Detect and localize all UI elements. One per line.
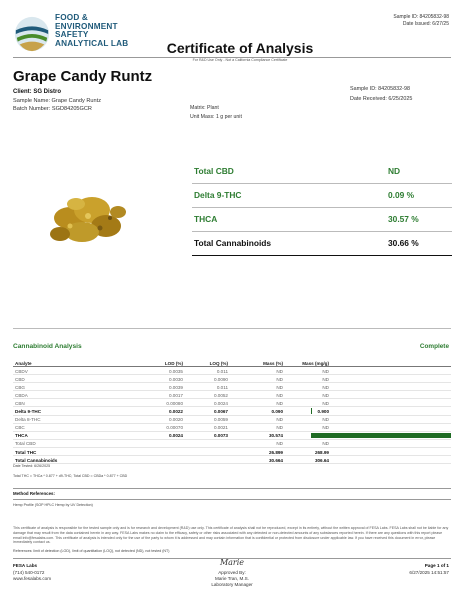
mass-cell: ND bbox=[276, 425, 283, 431]
sample-info bbox=[350, 85, 412, 104]
lod-cell: 0.0024 bbox=[168, 433, 183, 439]
summary-label: THCA bbox=[194, 214, 218, 224]
document-title: Certificate of Analysis bbox=[166, 40, 314, 56]
table-row bbox=[13, 383, 451, 391]
mass-cell: 0.090 bbox=[271, 409, 283, 415]
mass-mg-cell: ND bbox=[322, 368, 329, 374]
matrix-info bbox=[190, 104, 242, 121]
loq-cell: 0.0059 bbox=[213, 417, 228, 423]
loq-cell: 0.0067 bbox=[213, 409, 228, 415]
table-row bbox=[13, 424, 451, 432]
mass-mg-cell: ND bbox=[322, 384, 329, 390]
column-header-mass: Mass (%) bbox=[263, 360, 283, 366]
product-photo bbox=[40, 180, 135, 260]
table-row bbox=[13, 391, 451, 399]
mass-cell: ND bbox=[276, 376, 283, 382]
approver-title: Laboratory Manager bbox=[211, 582, 253, 587]
table-row bbox=[13, 399, 451, 407]
header-date-issued: Date Issued: 6/27/25 bbox=[402, 21, 449, 27]
analyte-cell: CBDV bbox=[15, 368, 28, 374]
summary-value: 30.57 % bbox=[388, 214, 419, 224]
column-header-mass-mg: Mass (mg/g) bbox=[302, 360, 329, 366]
lod-cell: 0.0030 bbox=[168, 376, 183, 382]
client-info bbox=[13, 88, 101, 114]
column-header-analyte: Analyte bbox=[15, 360, 32, 366]
lab-website: www.fesalabs.com bbox=[13, 576, 52, 582]
batch-number: Batch Number: SGD84205GCR bbox=[13, 106, 92, 112]
analyte-cell: THCA bbox=[15, 433, 28, 439]
analyte-cell: CBDA bbox=[15, 392, 28, 398]
mass-cell: 30.574 bbox=[268, 433, 283, 439]
summary-value: 30.66 % bbox=[388, 238, 419, 248]
disclaimer-text: This certificate of analysis is responsible for the tested sample only and is for research and development (R&D) use only. This certificate of analysis shall not be reproduced, except in its entirety, without the written approval of FESA Labs. FESA Labs shall not be liable for any damage that may result from the data contained herein in any way. FESA Labs makes no claim to the efficacy, safety or other risks associated with any detected or non-detected amounts of any substances reported herein. If there are any questions with this report please email info@fesalabs.com. This certificate of analysis is intended only for the use of the party to whom it is addressed and may contain information that is confidential or protected from disclosure under applicable law. If you have received this document in error, please immediately contact us. bbox=[13, 526, 449, 545]
references-note: References: limit of detection (LOD), limit of quantitation (LOQ), not detected (ND), not tested (NT) bbox=[13, 549, 170, 553]
loq-cell: 0.011 bbox=[216, 368, 228, 374]
lod-cell: 0.0017 bbox=[168, 392, 183, 398]
method-divider-bottom bbox=[13, 499, 451, 500]
mass-mg-cell: 268.99 bbox=[314, 449, 329, 455]
approval-block bbox=[195, 560, 269, 588]
mass-cell: ND bbox=[276, 368, 283, 374]
loq-cell: 0.0024 bbox=[213, 400, 228, 406]
lod-cell: 0.00080 bbox=[166, 400, 183, 406]
unit-mass: Unit Mass: 1 g per unit bbox=[190, 113, 242, 120]
column-header-loq: LOQ (%) bbox=[209, 360, 228, 366]
potency-summary bbox=[192, 160, 452, 256]
footer-lab-info bbox=[13, 563, 51, 583]
loq-cell: 0.0090 bbox=[213, 376, 228, 382]
mass-cell: ND bbox=[276, 441, 283, 447]
sample-id: Sample ID: 84205832-98 bbox=[350, 86, 410, 92]
analyte-cell: CBD bbox=[15, 376, 25, 382]
analysis-status: Complete bbox=[419, 343, 449, 350]
lod-cell: 0.0020 bbox=[168, 417, 183, 423]
table-row bbox=[13, 416, 451, 424]
matrix: Matrix: Plant bbox=[190, 105, 219, 111]
client-name: Client: SG Distro bbox=[13, 89, 62, 95]
cannabinoid-table bbox=[13, 359, 451, 464]
approver-name: Marie Tran, M.S. bbox=[215, 576, 249, 581]
mass-mg-cell: 0.900 bbox=[317, 409, 329, 415]
summary-value: ND bbox=[388, 166, 401, 176]
table-row bbox=[13, 440, 451, 448]
section-divider bbox=[13, 328, 451, 329]
sample-name: Sample Name: Grape Candy Runtz bbox=[13, 97, 101, 104]
method-references-title: Method References: bbox=[13, 491, 55, 496]
summary-label: Total Cannabinoids bbox=[194, 238, 272, 248]
lod-cell: 0.0022 bbox=[168, 409, 183, 415]
table-row bbox=[13, 456, 451, 464]
loq-cell: 0.0052 bbox=[213, 392, 228, 398]
method-divider-top bbox=[13, 488, 451, 489]
mass-cell: ND bbox=[276, 417, 283, 423]
analyte-cell: Delta 9-THC bbox=[15, 409, 42, 415]
analysis-title: Cannabinoid Analysis bbox=[13, 343, 82, 350]
summary-label: Delta 9-THC bbox=[194, 190, 242, 200]
footer-page-info bbox=[409, 563, 449, 576]
summary-row-total-cannabinoids bbox=[192, 232, 452, 256]
document-subtitle: For R&D Use Only - Not a California Compliance Certificate bbox=[192, 58, 288, 62]
header-divider bbox=[13, 57, 451, 58]
lab-logo-text: FOOD & ENVIRONMENT SAFETY ANALYTICAL LAB bbox=[55, 13, 129, 48]
header-sample-id: Sample ID: 84205832-98 bbox=[393, 14, 449, 20]
lod-cell: 0.0039 bbox=[168, 384, 183, 390]
analyte-cell: Total Cannabinoids bbox=[15, 457, 58, 463]
mass-mg-cell: ND bbox=[322, 425, 329, 431]
analyte-cell: CBG bbox=[15, 384, 25, 390]
table-header bbox=[13, 359, 451, 367]
total-formula: Total THC = THCa * 0.877 + d9-THC; Total CBD = CBDa * 0.877 + CBD bbox=[13, 474, 128, 478]
summary-label: Total CBD bbox=[194, 166, 234, 176]
mass-bar bbox=[311, 408, 312, 414]
mass-cell: ND bbox=[276, 384, 283, 390]
lab-name: FESA Labs bbox=[13, 563, 38, 568]
mass-mg-cell: ND bbox=[322, 441, 329, 447]
mass-cell: ND bbox=[276, 392, 283, 398]
signature-image: Marie bbox=[219, 558, 245, 567]
table-row bbox=[13, 432, 451, 440]
mass-mg-cell: ND bbox=[322, 417, 329, 423]
loq-cell: 0.011 bbox=[216, 384, 228, 390]
table-row bbox=[13, 448, 451, 456]
lod-cell: 0.0035 bbox=[168, 368, 183, 374]
approved-by-label: Approved By: bbox=[218, 570, 246, 575]
date-tested: Date Tested: 6/26/2025 bbox=[13, 464, 51, 468]
report-timestamp: 6/27/2025 14:51:57 bbox=[409, 569, 449, 575]
header-sample-info bbox=[393, 14, 449, 28]
column-header-lod: LOD (%) bbox=[164, 360, 183, 366]
table-row bbox=[13, 407, 451, 415]
lab-phone: (714) 540-0172 bbox=[13, 569, 45, 575]
summary-row-thca bbox=[192, 208, 452, 232]
method-references-text: Hemp Profile (SOP HPLC Hemp by UV Detection) bbox=[13, 503, 93, 507]
page-number: Page 1 of 1 bbox=[424, 563, 449, 568]
product-name: Grape Candy Runtz bbox=[13, 68, 153, 85]
table-row bbox=[13, 375, 451, 383]
analyte-cell: CBC bbox=[15, 425, 25, 431]
summary-row-total-cbd bbox=[192, 160, 452, 184]
date-received: Date Received: 6/25/2025 bbox=[350, 95, 413, 102]
table-row bbox=[13, 367, 451, 375]
mass-cell: ND bbox=[276, 400, 283, 406]
loq-cell: 0.0021 bbox=[213, 425, 228, 431]
summary-row-delta9-thc bbox=[192, 184, 452, 208]
lod-cell: 0.00070 bbox=[166, 425, 183, 431]
table-body bbox=[13, 367, 451, 464]
analyte-cell: CBN bbox=[15, 400, 25, 406]
summary-value: 0.09 % bbox=[388, 190, 415, 200]
mass-mg-cell: 306.64 bbox=[314, 457, 329, 463]
mass-mg-cell: ND bbox=[322, 400, 329, 406]
analyte-cell: Delta 8-THC bbox=[15, 417, 41, 423]
analyte-cell: Total CBD bbox=[15, 441, 36, 447]
mass-mg-cell: ND bbox=[322, 376, 329, 382]
mass-mg-cell: ND bbox=[322, 392, 329, 398]
mass-bar bbox=[311, 433, 451, 439]
analyte-cell: Total THC bbox=[15, 449, 37, 455]
loq-cell: 0.0073 bbox=[213, 433, 228, 439]
globe-logo-icon bbox=[13, 15, 51, 53]
mass-cell: 26.899 bbox=[268, 449, 283, 455]
mass-cell: 30.664 bbox=[268, 457, 283, 463]
lab-logo bbox=[13, 13, 153, 55]
